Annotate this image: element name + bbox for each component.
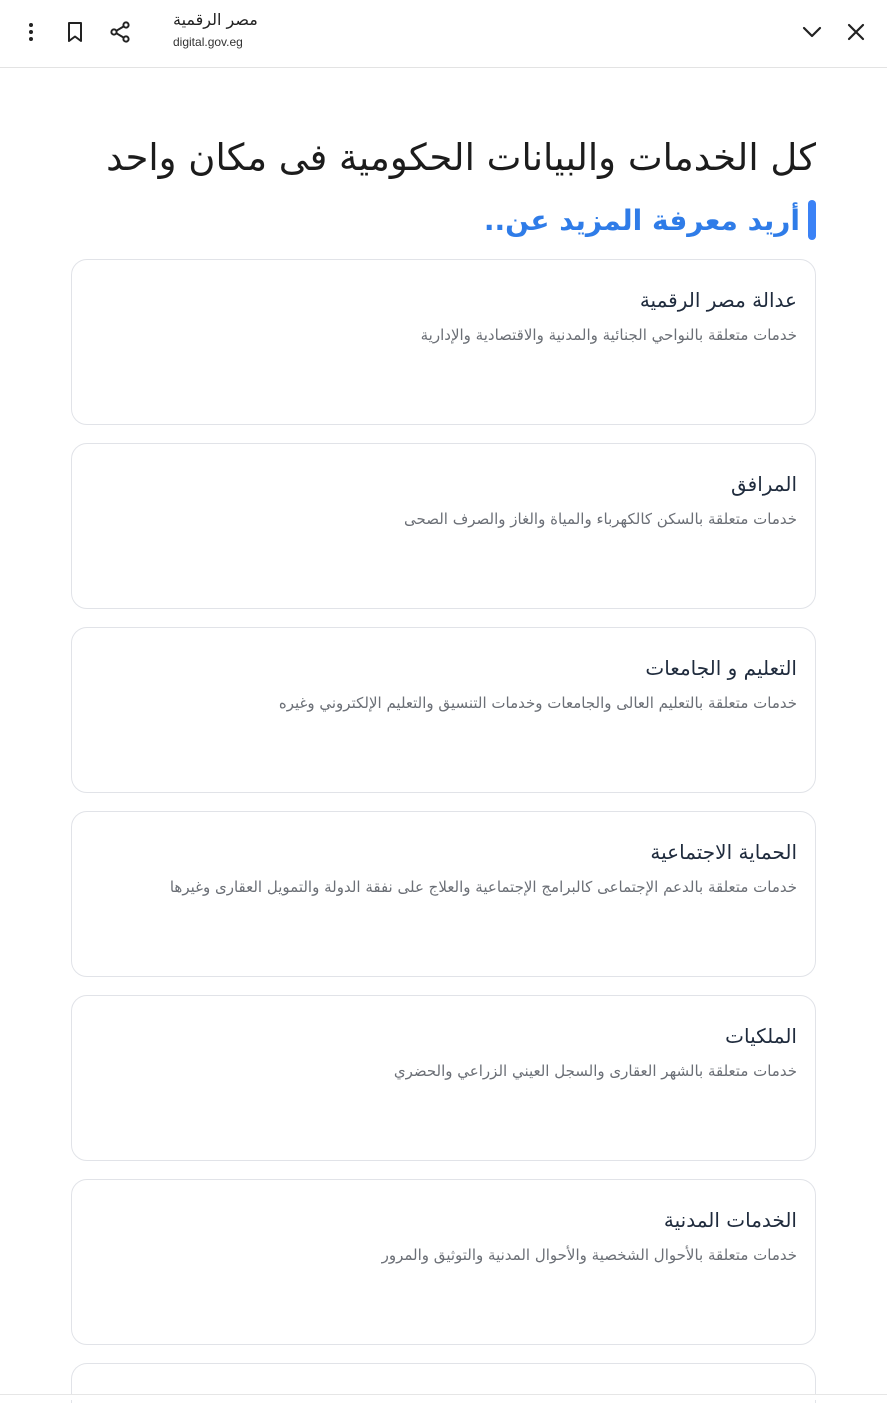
card-title: الحماية الاجتماعية bbox=[650, 840, 797, 864]
service-card-social-protection[interactable] bbox=[71, 811, 816, 977]
share-icon[interactable] bbox=[102, 14, 138, 50]
card-title: المرافق bbox=[730, 472, 797, 496]
browser-toolbar bbox=[0, 0, 887, 68]
service-card-utilities[interactable] bbox=[71, 443, 816, 609]
service-card-justice[interactable] bbox=[71, 259, 816, 425]
accent-bar bbox=[808, 200, 816, 240]
section-subtitle bbox=[484, 200, 816, 240]
card-description: خدمات متعلقة بالسكن كالكهرباء والمياة والغاز والصرف الصحى bbox=[404, 510, 797, 528]
service-card-education[interactable] bbox=[71, 627, 816, 793]
page-title: كل الخدمات والبيانات الحكومية فى مكان واحد bbox=[106, 136, 816, 179]
service-card-properties[interactable] bbox=[71, 995, 816, 1161]
site-url: digital.gov.eg bbox=[173, 35, 243, 49]
site-name: مصر الرقمية bbox=[173, 10, 258, 29]
card-description: خدمات متعلقة بالتعليم العالى والجامعات وخدمات التنسيق والتعليم الإلكتروني وغيره bbox=[278, 694, 797, 712]
card-title: الخدمات المدنية bbox=[663, 1208, 797, 1232]
card-description: خدمات متعلقة بالنواحي الجنائية والمدنية والاقتصادية والإدارية bbox=[420, 326, 797, 344]
bottom-edge bbox=[0, 1394, 887, 1400]
card-description: خدمات متعلقة بالدعم الإجتماعى كالبرامج الإجتماعية والعلاج على نفقة الدولة والتمويل العقارى وغيرها bbox=[169, 878, 797, 896]
site-info bbox=[173, 10, 258, 49]
more-vert-icon[interactable] bbox=[13, 14, 49, 50]
card-title: الملكيات bbox=[725, 1024, 797, 1048]
service-card-civil-services[interactable] bbox=[71, 1179, 816, 1345]
card-description: خدمات متعلقة بالأحوال الشخصية والأحوال المدنية والتوثيق والمرور bbox=[381, 1246, 797, 1264]
bookmark-icon[interactable] bbox=[57, 14, 93, 50]
card-title: التعليم و الجامعات bbox=[645, 656, 797, 680]
subtitle-text: أريد معرفة المزيد عن.. bbox=[483, 203, 800, 237]
chevron-down-icon[interactable] bbox=[794, 14, 830, 50]
card-description: خدمات متعلقة بالشهر العقارى والسجل العيني الزراعي والحضري bbox=[393, 1062, 797, 1080]
close-icon[interactable] bbox=[838, 14, 874, 50]
card-title: عدالة مصر الرقمية bbox=[639, 288, 797, 312]
